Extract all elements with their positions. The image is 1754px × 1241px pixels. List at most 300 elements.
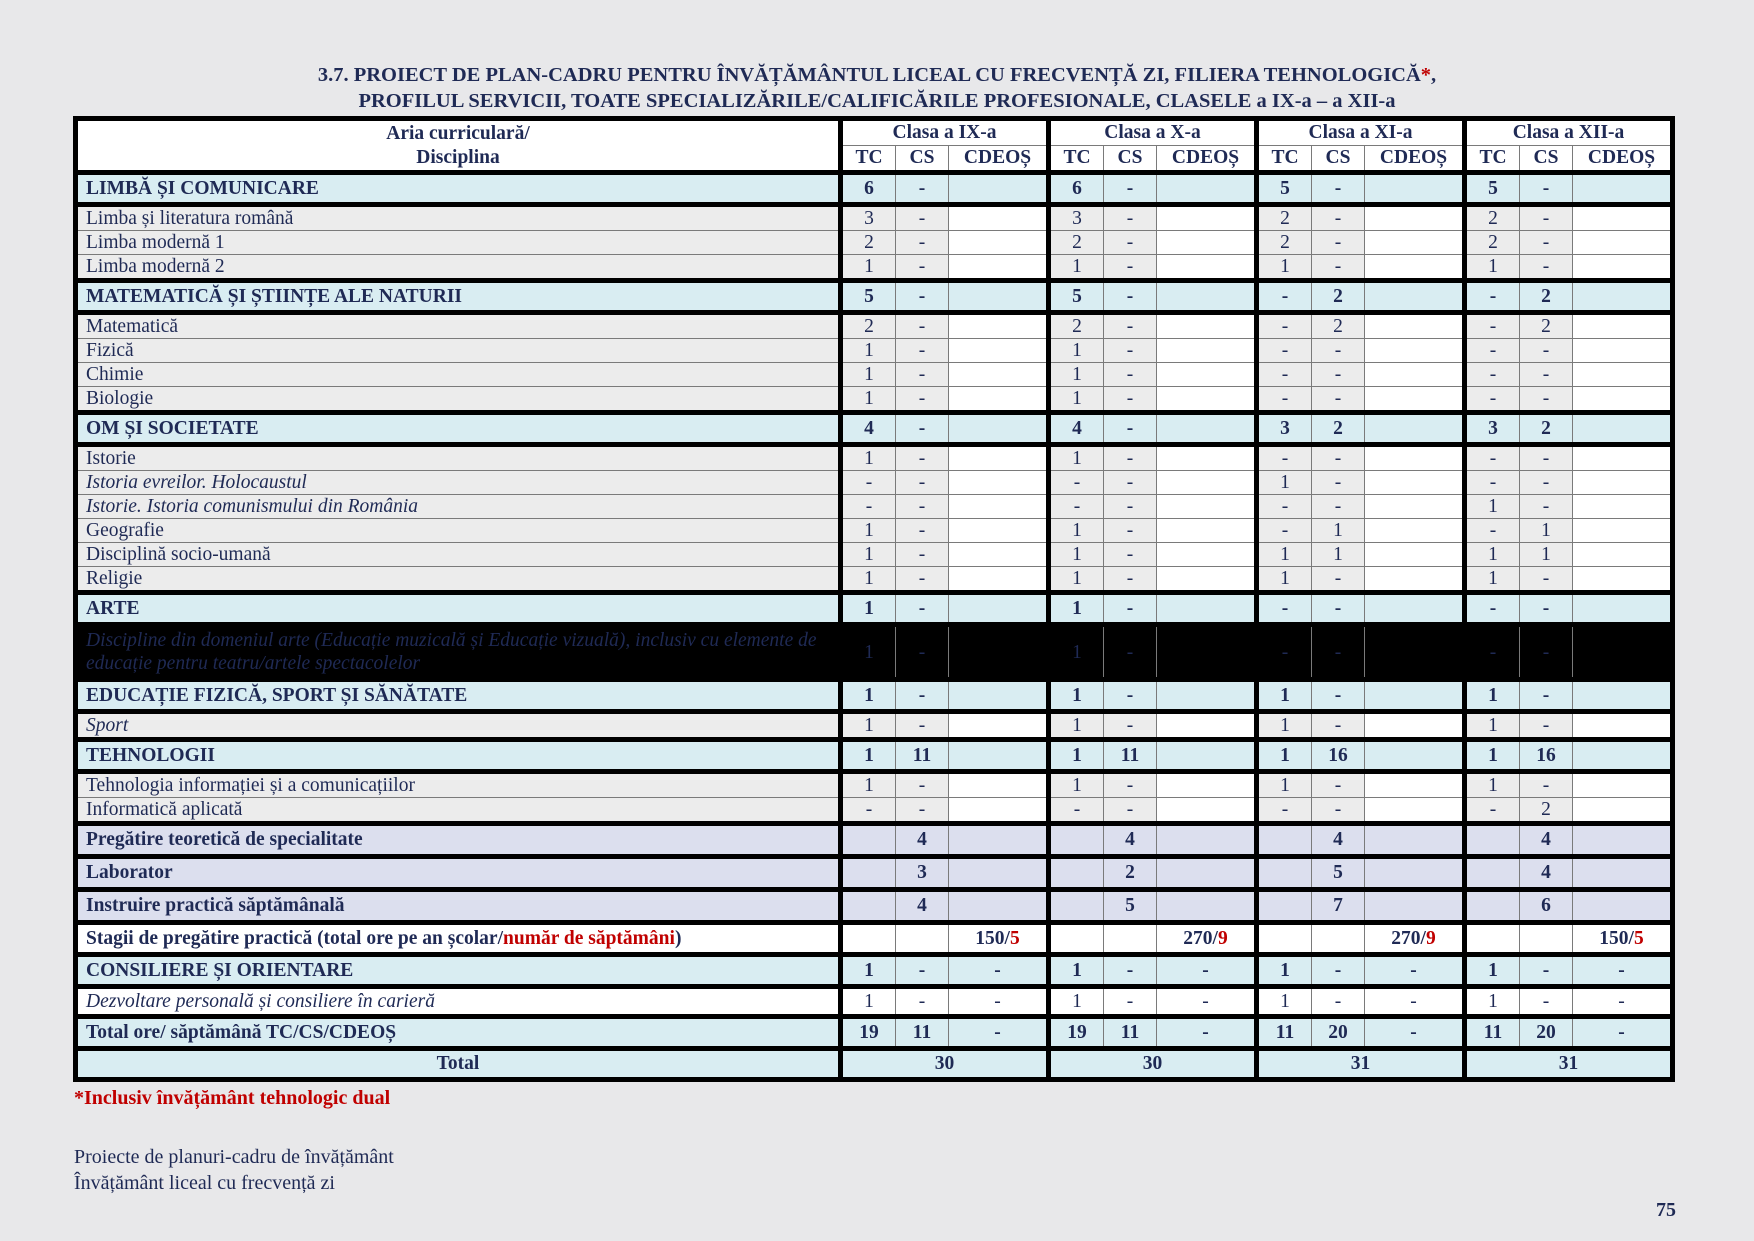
tc-cell: - — [1257, 798, 1312, 824]
tc-cell — [841, 824, 896, 857]
cs-cell: - — [896, 205, 949, 231]
cdeos-cell — [1365, 680, 1465, 712]
cdeos-cell — [1365, 519, 1465, 543]
cs-cell: - — [1104, 281, 1157, 313]
tc-cell: 1 — [841, 740, 896, 772]
cdeos-cell: - — [1573, 955, 1673, 987]
row-label: EDUCAȚIE FIZICĂ, SPORT ȘI SĂNĂTATE — [76, 680, 841, 712]
cs-cell: - — [896, 413, 949, 445]
tc-cell: - — [841, 495, 896, 519]
cdeos-cell — [1365, 281, 1465, 313]
cs-cell: - — [1312, 593, 1365, 625]
cdeos-cell — [1157, 824, 1257, 857]
cdeos-cell: - — [1157, 1017, 1257, 1049]
tc-cell: - — [1257, 495, 1312, 519]
cs-cell: 3 — [896, 857, 949, 890]
tc-cell — [841, 857, 896, 890]
tc-cell: 1 — [1049, 339, 1104, 363]
cs-cell: - — [896, 339, 949, 363]
cdeos-cell — [1365, 495, 1465, 519]
cs-cell: - — [1104, 712, 1157, 740]
row-label: Discipline din domeniul arte (Educație muzicală și Educație vizuală), inclusiv cu elemente de educație pentru teatru/artele spectacolelor — [76, 625, 841, 680]
cs-cell: 4 — [1104, 824, 1157, 857]
cs-cell: - — [1520, 495, 1573, 519]
cs-cell: - — [896, 495, 949, 519]
cdeos-cell — [1365, 772, 1465, 798]
row-label: Geografie — [76, 519, 841, 543]
cs-cell: - — [1312, 339, 1365, 363]
header-subcol-cdeoș: CDEOȘ — [1573, 146, 1673, 173]
cs-cell: - — [1520, 625, 1573, 680]
cdeos-cell — [1365, 255, 1465, 281]
cdeos-cell — [1365, 205, 1465, 231]
cs-cell: 2 — [1312, 413, 1365, 445]
tc-cell: 1 — [841, 567, 896, 593]
grand-total-row — [76, 1049, 1673, 1080]
row-label: Fizică — [76, 339, 841, 363]
tc-cell: 11 — [1465, 1017, 1520, 1049]
cdeos-cell: 150/5 — [1573, 923, 1673, 955]
cdeos-cell — [949, 519, 1049, 543]
cdeos-cell — [1573, 625, 1673, 680]
row-label: Total — [76, 1049, 841, 1080]
cdeos-cell — [1157, 519, 1257, 543]
cs-cell: - — [1104, 798, 1157, 824]
section-row — [76, 593, 1673, 625]
cs-cell: - — [1520, 339, 1573, 363]
cs-cell: 2 — [1520, 313, 1573, 339]
tc-cell — [841, 923, 896, 955]
cs-cell: - — [1104, 339, 1157, 363]
row-label: Chimie — [76, 363, 841, 387]
cdeos-cell — [949, 680, 1049, 712]
cs-cell: 2 — [1312, 281, 1365, 313]
header-subcol-cdeoș: CDEOȘ — [1157, 146, 1257, 173]
header-subcol-tc: TC — [1257, 146, 1312, 173]
cdeos-cell — [1573, 772, 1673, 798]
cdeos-cell — [1157, 625, 1257, 680]
cdeos-cell — [949, 495, 1049, 519]
section-row — [76, 740, 1673, 772]
tc-cell — [1049, 923, 1104, 955]
tc-cell: 2 — [1465, 205, 1520, 231]
cdeos-cell — [1573, 890, 1673, 923]
tc-cell: 1 — [841, 255, 896, 281]
cs-cell: - — [1104, 205, 1157, 231]
tc-cell: 2 — [1049, 231, 1104, 255]
cdeos-cell — [949, 471, 1049, 495]
cs-cell: 11 — [1104, 1017, 1157, 1049]
cdeos-cell — [1573, 313, 1673, 339]
cdeos-cell — [1365, 857, 1465, 890]
tc-cell: - — [841, 471, 896, 495]
cs-cell: - — [896, 519, 949, 543]
cdeos-cell — [1157, 567, 1257, 593]
cdeos-cell — [1365, 740, 1465, 772]
header-subcol-tc: TC — [841, 146, 896, 173]
cs-cell: 4 — [1312, 824, 1365, 857]
cs-cell: 1 — [1312, 543, 1365, 567]
title-line-1: 3.7. PROIECT DE PLAN-CADRU PENTRU ÎNVĂȚĂMÂNTUL LICEAL CU FRECVENȚĂ ZI, FILIERA TEHNOLOGICĂ*, — [317, 64, 1437, 86]
cdeos-cell — [1573, 824, 1673, 857]
cdeos-cell — [949, 413, 1049, 445]
cdeos-cell — [1157, 255, 1257, 281]
table-row — [76, 519, 1673, 543]
tc-cell — [1049, 824, 1104, 857]
cdeos-cell — [1573, 445, 1673, 471]
cs-cell: - — [1312, 471, 1365, 495]
cdeos-cell — [949, 890, 1049, 923]
cs-cell: - — [1520, 471, 1573, 495]
cs-cell: - — [1520, 173, 1573, 205]
table-row — [76, 445, 1673, 471]
tc-cell: - — [1465, 387, 1520, 413]
section-row — [76, 955, 1673, 987]
cdeos-cell — [1573, 387, 1673, 413]
cdeos-cell — [949, 772, 1049, 798]
curriculum-table-container — [73, 116, 1675, 1082]
cdeos-cell: - — [949, 1017, 1049, 1049]
row-label: LIMBĂ ȘI COMUNICARE — [76, 173, 841, 205]
cs-cell: - — [1312, 798, 1365, 824]
cdeos-cell — [949, 173, 1049, 205]
cdeos-cell — [1365, 471, 1465, 495]
cdeos-cell — [1573, 712, 1673, 740]
table-row — [76, 567, 1673, 593]
tc-cell: 1 — [841, 987, 896, 1017]
row-label: Pregătire teoretică de specialitate — [76, 824, 841, 857]
footer-line-2: Învățământ liceal cu frecvență zi — [74, 1172, 335, 1194]
tc-cell: - — [1049, 798, 1104, 824]
cs-cell: - — [1312, 567, 1365, 593]
cdeos-cell — [1573, 471, 1673, 495]
cs-cell — [896, 923, 949, 955]
tc-cell: 1 — [1465, 987, 1520, 1017]
tc-cell: 1 — [1049, 987, 1104, 1017]
cs-cell: - — [1520, 567, 1573, 593]
footnote: *Inclusiv învățământ tehnologic dual — [74, 1087, 391, 1109]
cs-cell: - — [1104, 471, 1157, 495]
row-label: Matematică — [76, 313, 841, 339]
tc-cell: - — [1465, 519, 1520, 543]
cs-cell: - — [1104, 567, 1157, 593]
cdeos-cell — [1157, 339, 1257, 363]
cs-cell: - — [1520, 772, 1573, 798]
tc-cell: 1 — [1257, 772, 1312, 798]
header-row-classes — [76, 119, 1673, 146]
cs-cell: 2 — [1520, 281, 1573, 313]
cs-cell: - — [1312, 987, 1365, 1017]
tc-cell — [1049, 890, 1104, 923]
page-title — [0, 62, 1754, 114]
cs-cell: - — [1520, 680, 1573, 712]
cs-cell: - — [1104, 173, 1157, 205]
section-row — [76, 281, 1673, 313]
tc-cell: 1 — [1465, 495, 1520, 519]
table-row — [76, 824, 1673, 857]
section-row — [76, 413, 1673, 445]
tc-cell: 1 — [1257, 471, 1312, 495]
cdeos-cell — [949, 712, 1049, 740]
table-row — [76, 495, 1673, 519]
cdeos-cell — [1157, 413, 1257, 445]
cs-cell: 16 — [1520, 740, 1573, 772]
cs-cell: - — [1312, 173, 1365, 205]
table-row — [76, 625, 1673, 680]
tc-cell: 1 — [841, 543, 896, 567]
cdeos-cell — [1157, 281, 1257, 313]
header-class-2: Clasa a X-a — [1049, 119, 1257, 146]
tc-cell: - — [1257, 281, 1312, 313]
cs-cell: - — [1520, 231, 1573, 255]
tc-cell: 2 — [1465, 231, 1520, 255]
cdeos-cell — [949, 339, 1049, 363]
cdeos-cell — [949, 387, 1049, 413]
cdeos-cell — [1157, 313, 1257, 339]
cs-cell: 2 — [1104, 857, 1157, 890]
tc-cell: - — [1465, 798, 1520, 824]
cdeos-cell — [1573, 740, 1673, 772]
cdeos-cell — [1573, 519, 1673, 543]
row-label: Laborator — [76, 857, 841, 890]
tc-cell: 1 — [1049, 519, 1104, 543]
cs-cell: - — [1312, 955, 1365, 987]
cs-cell: 1 — [1312, 519, 1365, 543]
row-label: CONSILIERE ȘI ORIENTARE — [76, 955, 841, 987]
cs-cell: 1 — [1520, 519, 1573, 543]
page-number: 75 — [1656, 1199, 1676, 1221]
cdeos-cell — [1365, 543, 1465, 567]
cs-cell: - — [896, 173, 949, 205]
cdeos-cell — [1365, 824, 1465, 857]
tc-cell — [1465, 857, 1520, 890]
tc-cell: 1 — [841, 772, 896, 798]
row-label: Limba modernă 2 — [76, 255, 841, 281]
tc-cell: 1 — [841, 445, 896, 471]
tc-cell: 1 — [1049, 445, 1104, 471]
tc-cell: - — [1465, 339, 1520, 363]
cdeos-cell — [1573, 173, 1673, 205]
cdeos-cell — [1573, 495, 1673, 519]
cs-cell: - — [896, 363, 949, 387]
cs-cell: - — [1104, 495, 1157, 519]
tc-cell: 1 — [1465, 567, 1520, 593]
table-row — [76, 471, 1673, 495]
table-row — [76, 923, 1673, 955]
cdeos-cell: - — [949, 955, 1049, 987]
tc-cell: 2 — [841, 231, 896, 255]
tc-cell: 1 — [1049, 680, 1104, 712]
curriculum-table — [73, 116, 1675, 1082]
cs-cell: - — [1104, 680, 1157, 712]
table-row — [76, 798, 1673, 824]
cdeos-cell — [1365, 445, 1465, 471]
cdeos-cell: - — [1157, 955, 1257, 987]
cs-cell: 5 — [1104, 890, 1157, 923]
cs-cell: - — [896, 445, 949, 471]
cdeos-cell — [1157, 495, 1257, 519]
cs-cell: - — [1104, 519, 1157, 543]
cs-cell: 20 — [1312, 1017, 1365, 1049]
cs-cell: - — [896, 955, 949, 987]
cdeos-cell — [1365, 567, 1465, 593]
cdeos-cell — [1573, 231, 1673, 255]
tc-cell: 1 — [1465, 255, 1520, 281]
tc-cell: 1 — [841, 363, 896, 387]
tc-cell: 2 — [841, 313, 896, 339]
cdeos-cell — [949, 567, 1049, 593]
cdeos-cell: 270/9 — [1365, 923, 1465, 955]
row-label: Biologie — [76, 387, 841, 413]
tc-cell: 1 — [1049, 593, 1104, 625]
cs-cell: - — [896, 593, 949, 625]
cdeos-cell — [1573, 593, 1673, 625]
cdeos-cell — [1157, 772, 1257, 798]
grand-total-cell: 30 — [1049, 1049, 1257, 1080]
cs-cell: - — [1520, 255, 1573, 281]
row-label: Limba și literatura română — [76, 205, 841, 231]
section-row — [76, 680, 1673, 712]
cdeos-cell — [1157, 445, 1257, 471]
cs-cell: - — [896, 313, 949, 339]
tc-cell: - — [1257, 339, 1312, 363]
cs-cell: - — [1104, 313, 1157, 339]
cs-cell: - — [1104, 255, 1157, 281]
cdeos-cell: 150/5 — [949, 923, 1049, 955]
cs-cell: - — [1104, 231, 1157, 255]
cs-cell: - — [1520, 955, 1573, 987]
row-label: Informatică aplicată — [76, 798, 841, 824]
row-label: MATEMATICĂ ȘI ȘTIINȚE ALE NATURII — [76, 281, 841, 313]
cs-cell: 6 — [1520, 890, 1573, 923]
cdeos-cell — [1365, 387, 1465, 413]
cs-cell: - — [896, 255, 949, 281]
row-label: Sport — [76, 712, 841, 740]
cdeos-cell — [1573, 363, 1673, 387]
tc-cell: 6 — [1049, 173, 1104, 205]
tc-cell: 1 — [1257, 567, 1312, 593]
tc-cell: 1 — [1049, 387, 1104, 413]
tc-cell: 1 — [841, 593, 896, 625]
cdeos-cell: - — [1365, 955, 1465, 987]
tc-cell: - — [841, 798, 896, 824]
cdeos-cell — [949, 625, 1049, 680]
cs-cell: - — [1312, 712, 1365, 740]
cs-cell: 2 — [1520, 413, 1573, 445]
row-label: Limba modernă 1 — [76, 231, 841, 255]
tc-cell: 1 — [1257, 987, 1312, 1017]
header-subcol-cs: CS — [1312, 146, 1365, 173]
header-subcol-cdeoș: CDEOȘ — [1365, 146, 1465, 173]
row-label: Total ore/ săptămână TC/CS/CDEOȘ — [76, 1017, 841, 1049]
cs-cell: 16 — [1312, 740, 1365, 772]
cdeos-cell: - — [1573, 1017, 1673, 1049]
cs-cell: - — [1520, 987, 1573, 1017]
tc-cell: 1 — [841, 387, 896, 413]
tc-cell: 5 — [1257, 173, 1312, 205]
cdeos-cell — [1573, 413, 1673, 445]
cdeos-cell — [949, 255, 1049, 281]
cs-cell: 4 — [1520, 824, 1573, 857]
tc-cell — [1257, 857, 1312, 890]
table-row — [76, 205, 1673, 231]
cdeos-cell — [949, 445, 1049, 471]
cdeos-cell — [949, 205, 1049, 231]
tc-cell: 2 — [1049, 313, 1104, 339]
tc-cell: 1 — [841, 625, 896, 680]
cs-cell: - — [1520, 445, 1573, 471]
tc-cell: - — [1465, 445, 1520, 471]
cdeos-cell — [1365, 593, 1465, 625]
tc-cell: 1 — [1257, 740, 1312, 772]
cdeos-cell — [1573, 255, 1673, 281]
tc-cell — [1465, 824, 1520, 857]
cs-cell: 11 — [896, 1017, 949, 1049]
header-subcol-cdeoș: CDEOȘ — [949, 146, 1049, 173]
row-label: ARTE — [76, 593, 841, 625]
tc-cell: 1 — [1465, 680, 1520, 712]
tc-cell: - — [1465, 363, 1520, 387]
table-row — [76, 387, 1673, 413]
cdeos-cell — [949, 543, 1049, 567]
tc-cell: 11 — [1257, 1017, 1312, 1049]
tc-cell: - — [1465, 471, 1520, 495]
cs-cell: - — [1104, 445, 1157, 471]
tc-cell: - — [1257, 519, 1312, 543]
tc-cell: 1 — [1049, 740, 1104, 772]
cs-cell: - — [1104, 543, 1157, 567]
tc-cell: 4 — [841, 413, 896, 445]
cs-cell: 4 — [896, 890, 949, 923]
cs-cell: - — [896, 567, 949, 593]
cs-cell: - — [1312, 625, 1365, 680]
tc-cell: - — [1465, 313, 1520, 339]
header-subcol-cs: CS — [896, 146, 949, 173]
cdeos-cell — [1157, 593, 1257, 625]
cdeos-cell — [1365, 173, 1465, 205]
row-label: Religie — [76, 567, 841, 593]
cdeos-cell — [1157, 712, 1257, 740]
cdeos-cell — [1365, 798, 1465, 824]
cs-cell: - — [1312, 387, 1365, 413]
tc-cell: 3 — [1465, 413, 1520, 445]
tc-cell: 1 — [1049, 955, 1104, 987]
table-row — [76, 313, 1673, 339]
row-label: Dezvoltare personală și consiliere în carieră — [76, 987, 841, 1017]
tc-cell: 19 — [841, 1017, 896, 1049]
cdeos-cell — [1157, 231, 1257, 255]
cdeos-cell — [1157, 798, 1257, 824]
tc-cell: 2 — [1257, 231, 1312, 255]
cdeos-cell — [1157, 857, 1257, 890]
cdeos-cell — [1365, 313, 1465, 339]
tc-cell: 1 — [841, 519, 896, 543]
footer-line-1: Proiecte de planuri-cadru de învățământ — [74, 1146, 394, 1168]
cdeos-cell — [949, 824, 1049, 857]
cdeos-cell — [1573, 798, 1673, 824]
cdeos-cell — [949, 231, 1049, 255]
tc-cell — [1257, 923, 1312, 955]
tc-cell: 3 — [1049, 205, 1104, 231]
cs-cell: - — [1104, 772, 1157, 798]
table-row — [76, 543, 1673, 567]
tc-cell — [1465, 890, 1520, 923]
tc-cell: - — [1257, 445, 1312, 471]
table-row — [76, 890, 1673, 923]
cdeos-cell — [949, 313, 1049, 339]
table-row — [76, 772, 1673, 798]
tc-cell: 1 — [1049, 363, 1104, 387]
